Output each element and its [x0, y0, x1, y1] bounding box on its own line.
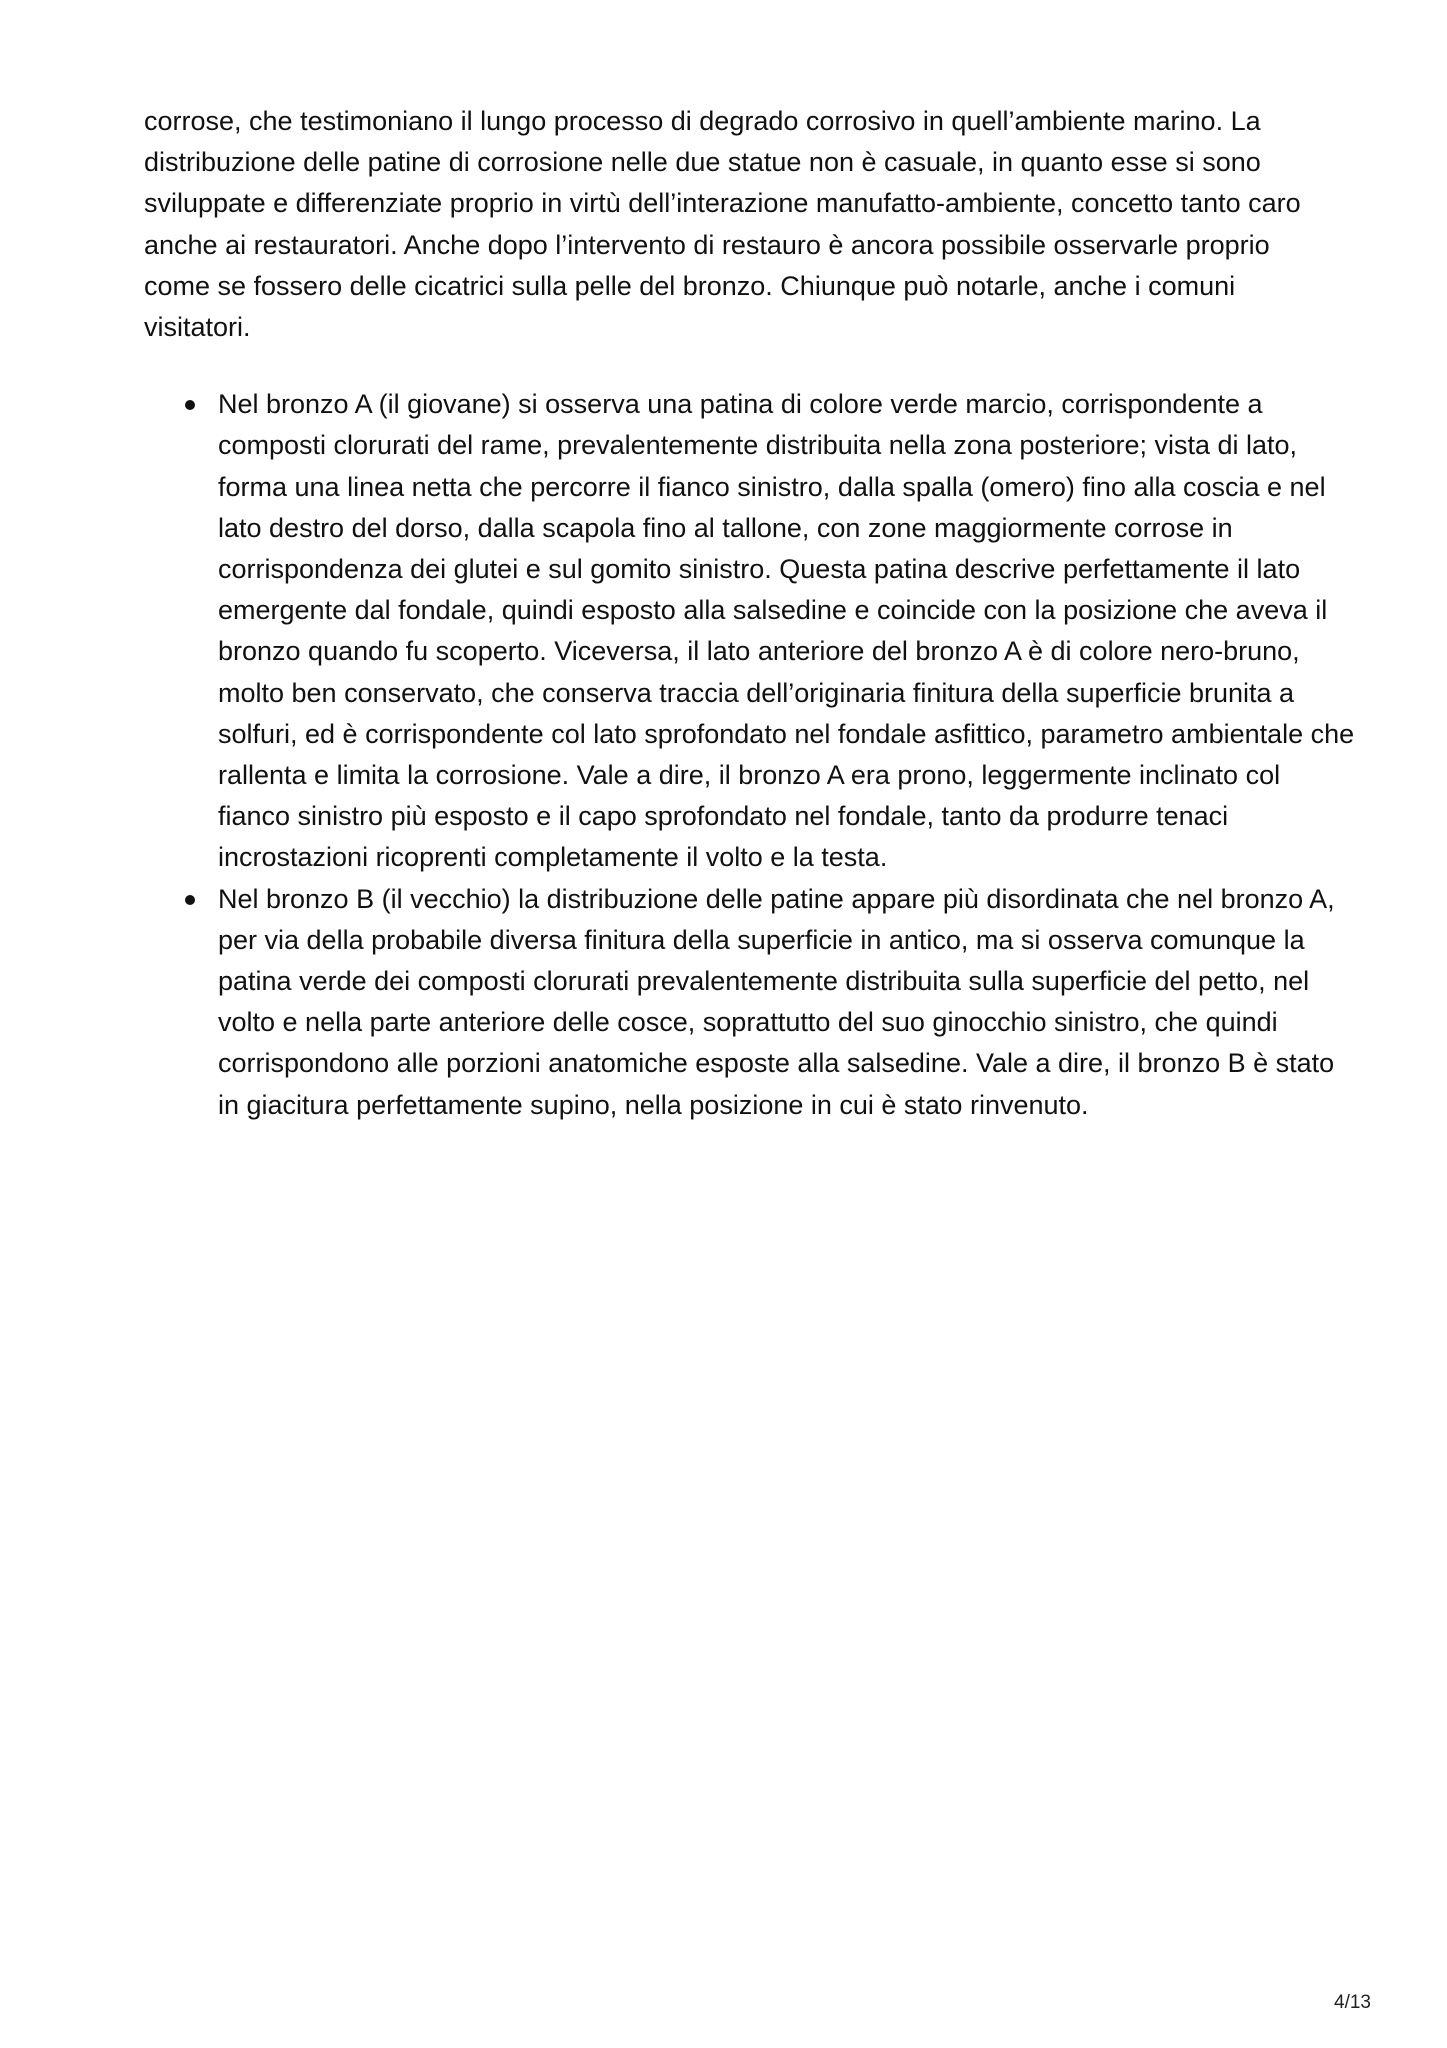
bullet-text-bronzo-a: Nel bronzo A (il giovane) si osserva una patina di colore verde marcio, corrispondente a composti clorurati del rame, prevalentemente distribuita nella zona posteriore; vista di lato, forma una linea netta che percorre il fianco sinistro, dalla spalla (omero) fino alla coscia e nel lato destro del dorso, dalla scapola fino al tallone, con zone maggiormente corrose in corrispondenza dei glutei e sul gomito sinistro. Questa patina descrive perfettamente il lato emergente dal fondale, quindi esposto alla salsedine e coincide con la posizione che aveva il bronzo quando fu scoperto. Viceversa, il lato anteriore del bronzo A è di colore nero-bruno, molto ben conservato, che conserva traccia dell’originaria finitura della superficie brunita a solfuri, ed è corrispondente col lato sprofondato nel fondale asfittico, parametro ambientale che rallenta e limita la corrosione. Vale a dire, il bronzo A era prono, leggermente inclinato col fianco sinistro più esposto e il capo sprofondato nel fondale, tanto da produrre tenaci incrostazioni ricoprenti completamente il volto e la testa. [218, 389, 1355, 873]
bullet-item-bronzo-b [218, 879, 1358, 1126]
bullet-item-bronzo-a [218, 384, 1358, 878]
bullet-dot-icon [185, 895, 195, 905]
intro-paragraph: corrose, che testimoniano il lungo processo di degrado corrosivo in quell’ambiente marino. La distribuzione delle patine di corrosione nelle due statue non è casuale, in quanto esse si sono sviluppate e differenziate proprio in virtù dell’interazione manufatto-ambiente, concetto tanto caro anche ai restauratori. Anche dopo l’intervento di restauro è ancora possibile osservarle proprio come se fossero delle cicatrici sulla pelle del bronzo. Chiunque può notarle, anche i comuni visitatori. [144, 106, 1301, 343]
page-content [144, 101, 1355, 1126]
bullet-text-bronzo-b: Nel bronzo B (il vecchio) la distribuzione delle patine appare più disordinata che nel bronzo A, per via della probabile diversa finitura della superficie in antico, ma si osserva comunque la patina verde dei composti clorurati prevalentemente distribuita sulla superficie del petto, nel volto e nella parte anteriore delle cosce, soprattutto del suo ginocchio sinistro, che quindi corrispondono alle porzioni anatomiche esposte alla salsedine. Vale a dire, il bronzo B è stato in giacitura perfettamente supino, nella posizione in cui è stato rinvenuto. [218, 883, 1335, 1120]
page-number: 4/13 [1334, 1992, 1371, 2013]
bullet-dot-icon [185, 400, 195, 410]
bullet-list [144, 384, 1358, 1126]
